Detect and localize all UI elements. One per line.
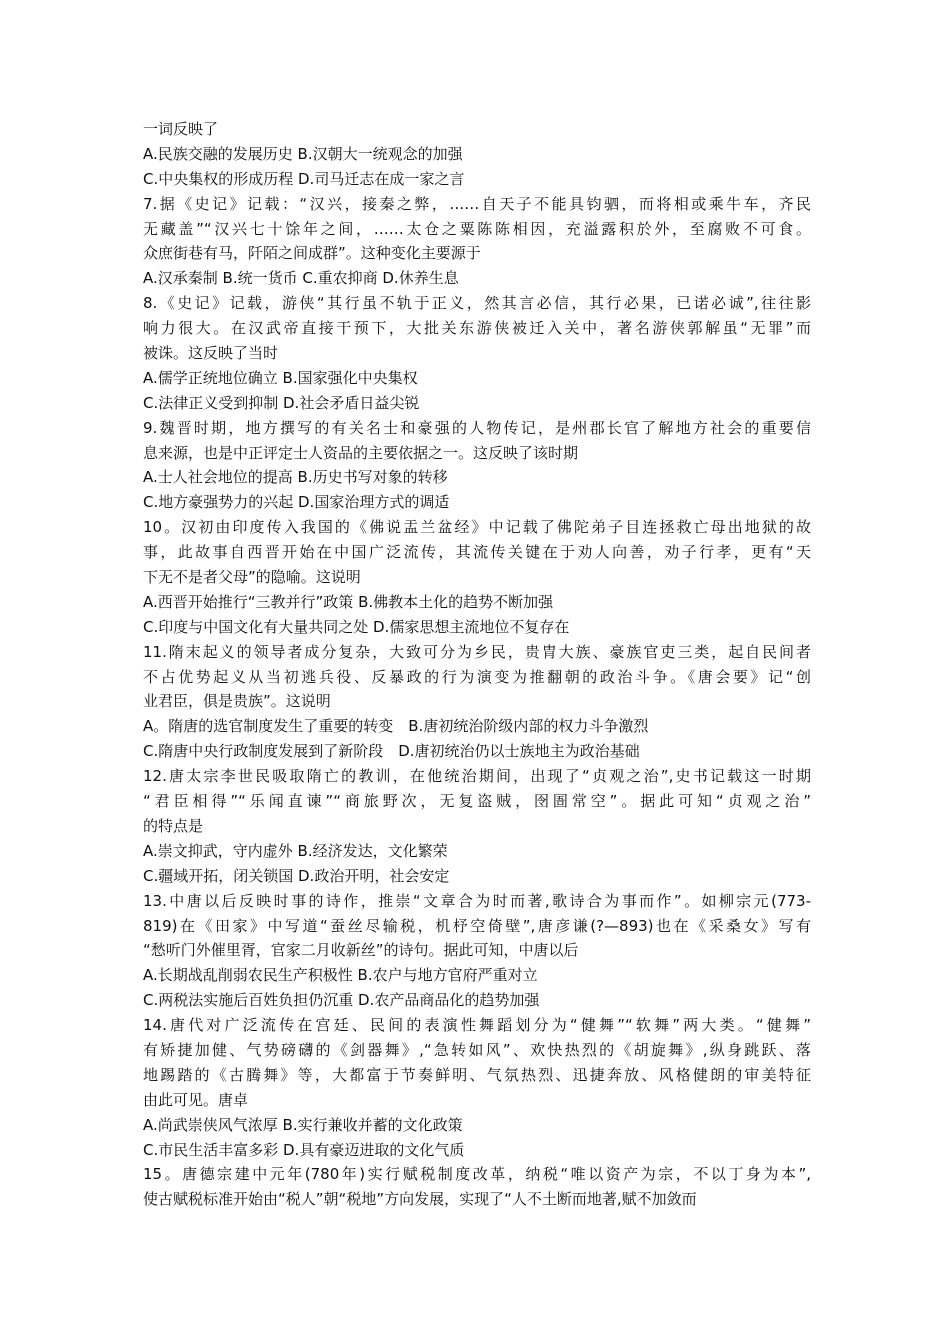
text-line: 使古赋税标准开始由“税人”朝“税地”方向发展，实现了“人不土断而地著,赋不加敛而 (143, 1190, 697, 1209)
option-line: C.两税法实施后百姓负担仍沉重 D.农产品商品化的趋势加强 (143, 991, 540, 1010)
text-line: 12.唐太宗李世民吸取隋亡的教训，在他统治期间，出现了“贞观之治”,史书记载这一时期 (143, 767, 811, 786)
text-line: 8.《史记》记载，游侠“其行虽不轨于正义，然其言必信，其行必果，已诺必诚”,往往影 (143, 294, 811, 313)
question-stem (143, 889, 811, 964)
option-line: A.汉承秦制 B.统一货币 C.重农抑商 D.休养生息 (143, 269, 459, 288)
text-line: 地踢踏的《古腾舞》等，大都富于节奏鲜明、气氛热烈、迅捷奔放、风格健朗的审美特征 (143, 1065, 811, 1084)
text-line: 被诛。这反映了当时 (143, 344, 279, 363)
option-line: C.地方豪强势力的兴起 D.国家治理方式的调适 (143, 493, 450, 512)
answer-options (143, 266, 811, 291)
text-line: 业君臣，俱是贵族”。这说明 (143, 692, 331, 711)
question-stem (143, 640, 811, 715)
answer-options (143, 391, 811, 416)
text-line: 819)在《田家》中写道“蚕丝尽输税，机杼空倚壁”,唐彦谦(?—893)也在《采桑女》写有 (143, 916, 811, 935)
answer-options (143, 714, 811, 739)
text-line: 下无不是者父母”的隐喻。这说明 (143, 568, 361, 587)
text-line: 7.据《史记》记载：“汉兴，接秦之弊，……自天子不能具钧驷，而将相或乘牛车，齐民 (143, 194, 811, 213)
text-line: 11.隋末起义的领导者成分复杂，大致可分为乡民，贵胄大族、豪族官吏三类，起自民间者 (143, 642, 811, 661)
text-line: 有矫捷加健、气势磅礴的《剑器舞》,“急转如风”、欢快热烈的《胡旋舞》,纵身跳跃、落 (143, 1040, 811, 1059)
question-stem (143, 1013, 811, 1113)
answer-options (143, 864, 811, 889)
answer-options (143, 167, 811, 192)
question-stem (143, 515, 811, 590)
question-stem (143, 1162, 811, 1212)
text-line: 10。汉初由印度传入我国的《佛说盂兰盆经》中记载了佛陀弟子目连拯救亡母出地狱的故 (143, 518, 811, 537)
option-line: A.崇文抑武，守内虚外 B.经济发达，文化繁荣 (143, 841, 448, 860)
text-line: 9.魏晋时期，地方撰写的有关名士和豪强的人物传记，是州郡长官了解地方社会的重要信 (143, 418, 811, 437)
answer-options (143, 963, 811, 988)
option-line: C.市民生活丰富多彩 D.具有豪迈进取的文化气质 (143, 1140, 465, 1159)
option-line: C.中央集权的形成历程 D.司马迁志在成一家之言 (143, 169, 465, 188)
question-stem-continued (143, 117, 811, 142)
text-line: 13.中唐以后反映时事的诗作，推崇“文章合为时而著,歌诗合为事而作”。如柳宗元(773- (143, 891, 811, 910)
question-stem (143, 416, 811, 466)
text-line: “愁听门外催里胥，官家二月收新丝”的诗句。据此可知，中唐以后 (143, 941, 579, 960)
option-line: A.儒学正统地位确立 B.国家强化中央集权 (143, 368, 418, 387)
option-line: A.士人社会地位的提高 B.历史书写对象的转移 (143, 468, 448, 487)
exam-text-body (143, 117, 811, 1212)
option-line: A.民族交融的发展历史 B.汉朝大一统观念的加强 (143, 144, 463, 163)
answer-options (143, 1138, 811, 1163)
answer-options (143, 988, 811, 1013)
option-line: A.尚武崇侠风气浓厚 B.实行兼收并蓄的文化政策 (143, 1115, 463, 1134)
text-line: 由此可见。唐卓 (143, 1090, 249, 1109)
answer-options (143, 490, 811, 515)
option-line: A.长期战乱削弱农民生产积极性 B.农户与地方官府严重对立 (143, 966, 538, 985)
text-line: “君臣相得”“乐闻直谏”“商旅野次，无复盗贼，囹圄常空”。据此可知“贞观之治” (143, 792, 811, 811)
question-stem (143, 764, 811, 839)
answer-options (143, 1113, 811, 1138)
answer-options (143, 142, 811, 167)
answer-options (143, 590, 811, 615)
answer-options (143, 615, 811, 640)
text-line: 的特点是 (143, 816, 204, 835)
option-line: C.隋唐中央行政制度发展到了新阶段 D.唐初统治仍以士族地主为政治基础 (143, 742, 640, 761)
option-line: A.西晋开始推行“三教并行”政策 B.佛教本土化的趋势不断加强 (143, 592, 554, 611)
text-line: 事，此故事自西晋开始在中国广泛流传，其流传关键在于劝人向善，劝子行孝，更有“天 (143, 543, 811, 562)
answer-options (143, 465, 811, 490)
option-line: A。隋唐的选官制度发生了重要的转变 B.唐初统治阶级内部的权力斗争激烈 (143, 717, 649, 736)
answer-options (143, 366, 811, 391)
option-line: C.印度与中国文化有大量共同之处 D.儒家思想主流地位不复存在 (143, 617, 570, 636)
option-line: C.疆域开拓，闭关锁国 D.政治开明，社会安定 (143, 866, 450, 885)
text-line: 息来源，也是中正评定士人资品的主要依据之一。这反映了该时期 (143, 443, 579, 462)
text-line: 不占优势起义从当初逃兵役、反暴政的行为演变为推翻朝的政治斗争。《唐会要》记“创 (143, 667, 811, 686)
option-line: C.法律正义受到抑制 D.社会矛盾日益尖锐 (143, 393, 420, 412)
text-line: 14.唐代对广泛流传在宫廷、民间的表演性舞蹈划分为“健舞”“软舞”两大类。“健舞” (143, 1016, 811, 1035)
text-line: 响力很大。在汉武帝直接干预下，大批关东游侠被迁入关中，著名游侠郭解虽“无罪”而 (143, 319, 811, 338)
text-line: 一词反映了 (143, 120, 219, 138)
text-line: 无藏盖”“汉兴七十馀年之间，……太仓之粟陈陈相因，充溢露积於外，至腐败不可食。 (143, 219, 811, 238)
text-line: 15。唐德宗建中元年(780年)实行赋税制度改革，纳税“唯以资产为宗，不以丁身为本”, (143, 1165, 811, 1184)
answer-options (143, 739, 811, 764)
text-line: 众庶街巷有马，阡陌之间成群”。这种变化主要源于 (143, 244, 481, 263)
question-stem (143, 291, 811, 366)
question-stem (143, 192, 811, 267)
answer-options (143, 839, 811, 864)
